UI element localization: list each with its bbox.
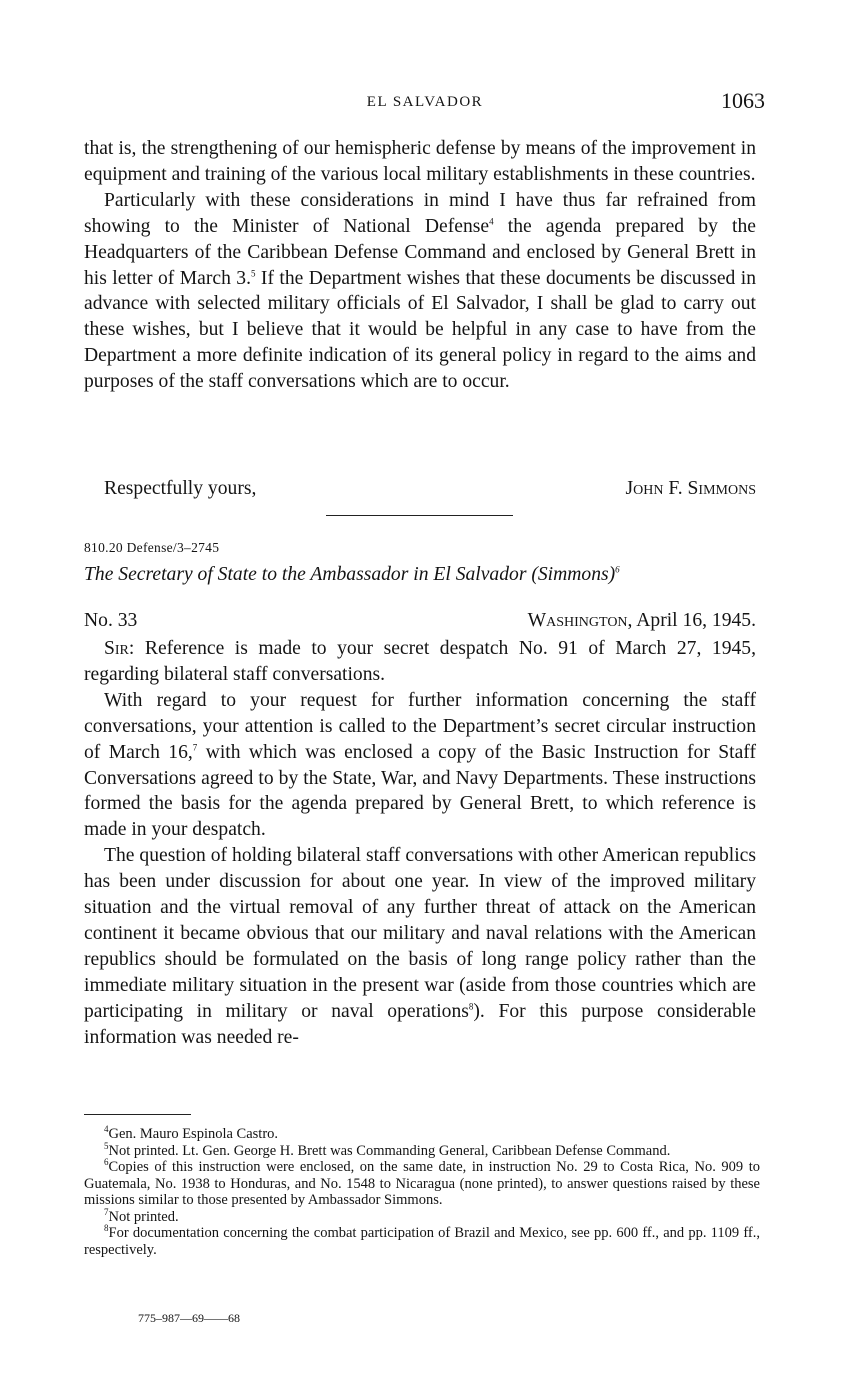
instruction-paragraph-1-text: : Reference is made to your secret despatch No. 91 of March 27, 1945, regarding bilateral staff conversations.: [84, 638, 756, 685]
footnotes: [84, 1126, 760, 1258]
footnote-7: [84, 1206, 760, 1226]
file-number: 810.20 Defense/3–2745: [84, 540, 220, 555]
letter-paragraph-2-text-a: Particularly with these considerations in mind I have thus far refrained from showing to the Minister of National Defense: [84, 189, 756, 237]
closing: [104, 478, 756, 500]
instruction-paragraph-2-text-a: With regard to your request for further information concerning the staff conversations, your attention is called to the Department’s secret circular instruction of March 16,: [84, 689, 756, 763]
footnote-ref-5: 5: [251, 268, 256, 278]
instruction-paragraph-3-text-a: The question of holding bilateral staff conversations with other American republics has been under discussion for about one year. In view of the improved military situation and the virtual removal of any further threat of attack on the American continent it became obvious that our military and naval relations with the American republics should be formulated on the basis of long range policy rather than the immediate military situation in the present war (aside from those countries which are participating in military or naval operations: [84, 845, 756, 1022]
footnote-4-text: Gen. Mauro Espinola Castro.: [108, 1126, 279, 1142]
page-number: 1063: [721, 88, 765, 113]
letter-paragraph-2-text-b: the agenda prepared by the Headquarters of the Caribbean Defense Command and enclosed by General Brett in his letter of March 3.: [84, 215, 756, 289]
place: Washington: [527, 610, 628, 631]
instruction-body: [84, 636, 756, 1051]
running-title: EL SALVADOR: [366, 94, 484, 110]
instruction-paragraph-3-text-b: ). For this purpose considerable information was needed re-: [84, 1000, 756, 1048]
footnote-8: [84, 1225, 760, 1258]
instruction-number: No. 33: [84, 610, 138, 631]
instruction-paragraph-2: [84, 688, 756, 843]
document-meta: [84, 610, 756, 632]
instruction-paragraph-1: [84, 636, 756, 688]
footnote-5-mark: 5: [104, 1140, 109, 1151]
letter-body: [84, 136, 756, 395]
footnote-7-text: Not printed.: [108, 1208, 179, 1225]
signature: John F. Simmons: [625, 478, 756, 499]
footnote-divider: [84, 1114, 191, 1115]
footnote-ref-4: 4: [489, 216, 494, 227]
footnote-4: [84, 1126, 760, 1143]
document-heading-text: The Secretary of State to the Ambassador in El Salvador (Simmons): [84, 564, 616, 585]
place-date: [528, 610, 756, 632]
footnote-ref-8: 8: [468, 1001, 474, 1012]
footnote-6-mark: 6: [104, 1157, 109, 1168]
date: , April 16, 1945.: [627, 610, 756, 631]
footnote-6-text: Copies of this instruction were enclosed, on the same date, in instruction No. 29 to Costa Rica, No. 909 to Guatemala, No. 1938 to Honduras, and No. 1548 to Nicaragua (none printed), to answer questions raised by these missions similar to those presented by Ambassador Simmons.: [84, 1159, 760, 1208]
letter-paragraph-1: that is, the strengthening of our hemispheric defense by means of the improvement in equipment and training of the various local military establishments in these countries.: [84, 138, 756, 185]
footnote-5: [84, 1140, 760, 1160]
salutation-sir: Sir: [104, 638, 129, 659]
running-head: [85, 90, 765, 120]
footnote-7-mark: 7: [104, 1206, 109, 1217]
document-heading: [84, 564, 620, 586]
footnote-8-mark: 8: [104, 1223, 109, 1234]
letter-paragraph-2: [84, 188, 756, 395]
footnote-8-text: For documentation concerning the combat participation of Brazil and Mexico, see pp. 600 ff., and pp. 1109 ff., respectively.: [84, 1225, 760, 1258]
salutation: Respectfully yours,: [104, 478, 257, 499]
footnote-4-mark: 4: [104, 1124, 109, 1135]
footnote-ref-7: 7: [192, 742, 198, 753]
footnote-6: [84, 1159, 760, 1209]
printer-line: 775–987—69——68: [138, 1311, 240, 1325]
section-divider: [326, 515, 513, 516]
instruction-paragraph-2-text-b: with which was enclosed a copy of the Basic Instruction for Staff Conversations agreed to by the State, War, and Navy Departments. These instructions formed the basis for the agenda prepared by General Brett, to which reference is made in your despatch.: [84, 741, 756, 841]
footnote-ref-6: 6: [615, 564, 620, 575]
instruction-paragraph-3: [84, 843, 756, 1050]
footnote-5-text: Not printed. Lt. Gen. George H. Brett was Commanding General, Caribbean Defense Command.: [108, 1142, 671, 1159]
letter-paragraph-2-text-c: If the Department wishes that these documents be discussed in advance with selected military officials of El Salvador, I shall be glad to carry out these wishes, but I believe that it would be helpful in any case to have from the Department a more definite indication of its general policy in regard to the aims and purposes of the staff conversations which are to occur.: [84, 267, 756, 393]
